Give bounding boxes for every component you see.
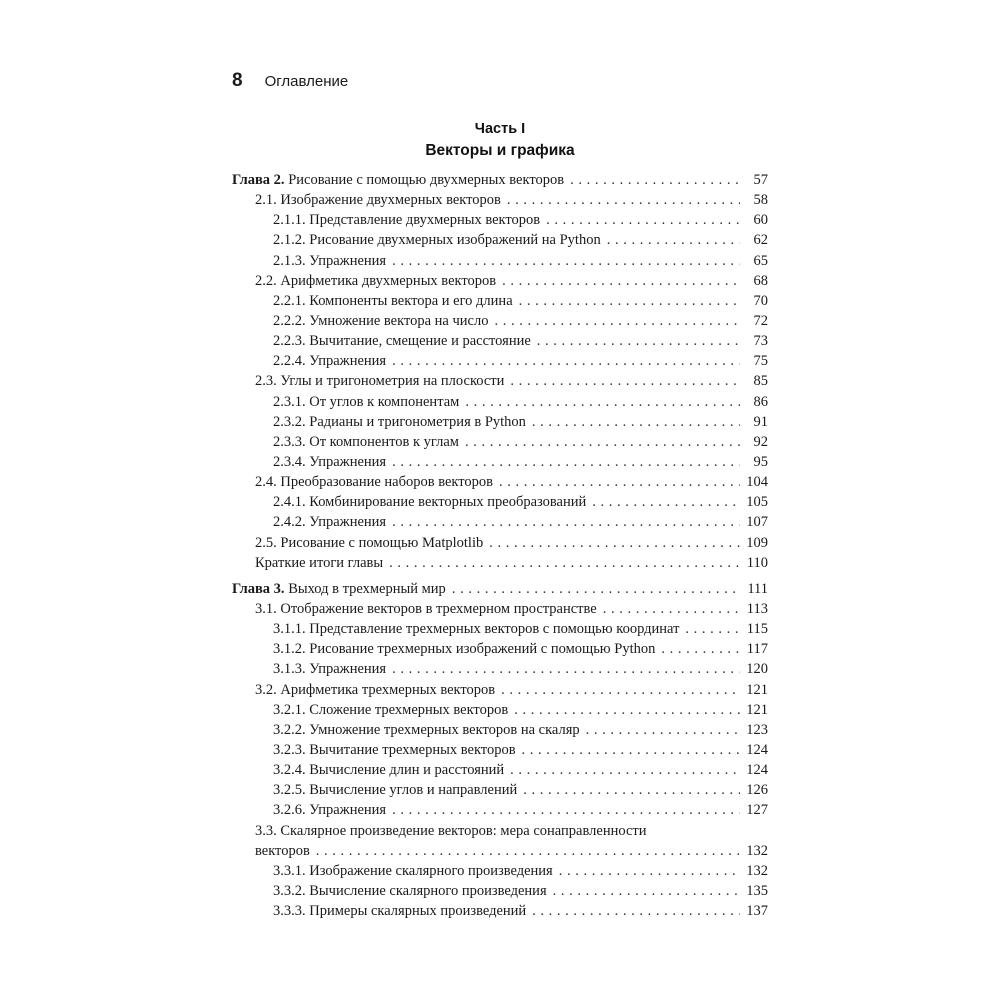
toc-entry-text	[273, 412, 526, 432]
dot-leader	[507, 190, 740, 210]
toc-entry-title: Вычисление углов и направлений	[309, 782, 518, 799]
toc-entry-text	[273, 210, 540, 230]
toc-entry-text	[273, 432, 459, 452]
dot-leader	[603, 599, 740, 619]
toc-entry-text	[273, 311, 488, 331]
toc-entry-number: 2.2.2.	[273, 312, 306, 329]
toc-entry[interactable]	[232, 881, 768, 901]
toc-entry-title: Упражнения	[309, 802, 387, 819]
toc-entry-text	[255, 371, 504, 391]
toc-entry-page: 109	[746, 534, 768, 551]
toc-entry[interactable]	[232, 512, 768, 532]
toc-entry-text	[255, 680, 495, 700]
toc-entry-number: 3.3.1.	[273, 862, 306, 879]
toc-entry-title: Упражнения	[309, 353, 387, 370]
toc-entry-number: 3.2.5.	[273, 782, 306, 799]
dot-leader	[489, 533, 740, 553]
toc-entry-title: Преобразование наборов векторов	[280, 474, 493, 491]
toc-entry-page: 72	[753, 312, 768, 329]
toc-entry-text	[273, 760, 504, 780]
toc-entry-page: 113	[746, 600, 768, 617]
toc-entry-text	[273, 512, 386, 532]
toc-entry[interactable]	[232, 841, 768, 861]
toc-entry-title: Представление трехмерных векторов с помощью координат	[309, 621, 680, 638]
toc-entry-title: Упражнения	[309, 514, 387, 531]
toc-entry-number: 2.3.	[255, 373, 277, 390]
toc-entry-page: 120	[746, 661, 768, 678]
toc-entry-number: 2.2.4.	[273, 353, 306, 370]
toc-entry-title: Упражнения	[309, 453, 387, 470]
toc-entry-page: 107	[746, 514, 768, 531]
toc-entry-text	[273, 331, 531, 351]
toc-entry-text	[273, 351, 386, 371]
toc-entry-title: Умножение трехмерных векторов на скаляр	[309, 721, 580, 738]
toc-entry[interactable]	[232, 579, 768, 599]
toc-entry-page: 58	[753, 192, 768, 209]
toc-entry-page: 123	[746, 721, 768, 738]
toc-entry-number: 3.1.	[255, 600, 277, 617]
dot-leader	[532, 901, 740, 921]
toc-entry-text	[232, 170, 564, 190]
toc-entry-title: Вычитание трехмерных векторов	[309, 741, 516, 758]
toc-entry[interactable]	[232, 432, 768, 452]
dot-leader	[514, 700, 740, 720]
toc-entry-page: 92	[753, 433, 768, 450]
toc-entry-title: Краткие итоги главы	[255, 554, 384, 571]
dot-leader	[452, 579, 740, 599]
toc-entry-text	[255, 271, 496, 291]
toc-entry-text	[255, 599, 597, 619]
toc-entry-title: Углы и тригонометрия на плоскости	[280, 373, 505, 390]
toc-entry-text	[255, 821, 646, 841]
toc-entry[interactable]	[232, 291, 768, 311]
toc-entry[interactable]	[232, 190, 768, 210]
toc-entry[interactable]	[232, 412, 768, 432]
toc-entry-page: 132	[746, 862, 768, 879]
toc-entry[interactable]	[232, 639, 768, 659]
toc-entry[interactable]	[232, 599, 768, 619]
toc-entry-page: 68	[753, 272, 768, 289]
dot-leader	[392, 251, 740, 271]
dot-leader	[532, 412, 740, 432]
dot-leader	[510, 371, 740, 391]
part-label: Часть I	[474, 121, 526, 137]
toc-entry-text	[273, 901, 526, 921]
toc-entry-page: 137	[746, 903, 768, 920]
toc-entry-number: 3.1.3.	[273, 661, 306, 678]
toc-entry-number: 2.1.3.	[273, 252, 306, 269]
toc-entry-text	[273, 800, 386, 820]
toc-entry-title: Рисование с помощью двухмерных векторов	[288, 172, 565, 188]
toc-entry[interactable]	[232, 659, 768, 679]
dot-leader	[607, 230, 740, 250]
toc-entry-title: От углов к компонентам	[309, 393, 460, 410]
toc-entry-text	[273, 230, 601, 250]
toc-entry[interactable]	[232, 170, 768, 190]
dot-leader	[510, 760, 740, 780]
toc-entry-page: 117	[746, 641, 768, 658]
part-heading	[230, 119, 770, 162]
toc-entry-number: Глава 2.	[232, 172, 285, 188]
dot-leader	[392, 800, 740, 820]
toc-entry[interactable]	[232, 740, 768, 760]
dot-leader	[586, 720, 740, 740]
toc-entry-number: 2.1.2.	[273, 232, 306, 249]
toc-entry[interactable]	[232, 680, 768, 700]
toc-entry-title: векторов	[255, 842, 310, 859]
toc-entry-number: 2.4.2.	[273, 514, 306, 531]
dot-leader	[519, 291, 740, 311]
toc-entry-text	[255, 472, 493, 492]
running-head	[232, 70, 348, 98]
toc-entry-page: 95	[753, 453, 768, 470]
toc-entry-text	[273, 392, 459, 412]
toc-entry[interactable]	[232, 700, 768, 720]
toc-entry[interactable]	[232, 780, 768, 800]
toc-entry-page: 70	[753, 292, 768, 309]
toc-entry-text	[255, 190, 501, 210]
toc-entry-page: 62	[753, 232, 768, 249]
toc-entry-text	[273, 619, 679, 639]
toc-entry-number: 3.2.1.	[273, 701, 306, 718]
toc-entry[interactable]	[232, 371, 768, 391]
toc-entry[interactable]	[232, 619, 768, 639]
toc-entry-number: 2.1.1.	[273, 212, 306, 229]
toc-entry-title: Сложение трехмерных векторов	[309, 701, 509, 718]
dot-leader	[465, 432, 740, 452]
toc-entry-page: 115	[746, 621, 768, 638]
toc-entry-page: 57	[753, 172, 768, 188]
dot-leader	[494, 311, 740, 331]
toc-entry-title: Умножение вектора на число	[309, 312, 489, 329]
toc-entry-title: Изображение двухмерных векторов	[280, 192, 501, 209]
toc-entry-title: Арифметика трехмерных векторов	[280, 681, 496, 698]
toc-entry-page: 75	[753, 353, 768, 370]
toc-entry-page: 121	[746, 701, 768, 718]
toc-entry-title: Упражнения	[309, 252, 387, 269]
toc-entry-number: 3.3.	[255, 822, 277, 839]
toc-entry-text	[273, 659, 386, 679]
toc-entry-page: 91	[753, 413, 768, 430]
toc-entry-page: 132	[746, 842, 768, 859]
toc-entry-page: 60	[753, 212, 768, 229]
dot-leader	[389, 553, 740, 573]
toc-entry[interactable]	[232, 452, 768, 472]
toc-entry[interactable]	[232, 251, 768, 271]
toc-entry-number: 3.2.	[255, 681, 277, 698]
toc-entry-number: 2.4.	[255, 474, 277, 491]
dot-leader	[499, 472, 740, 492]
toc-entry-number: 2.2.3.	[273, 333, 306, 350]
toc-entry-text	[232, 579, 446, 599]
toc-entry-title: Комбинирование векторных преобразований	[309, 494, 587, 511]
toc-entry-number: 2.2.	[255, 272, 277, 289]
dot-leader	[523, 780, 740, 800]
toc-entry-page: 124	[746, 741, 768, 758]
dot-leader	[570, 170, 740, 190]
toc-entry-title: Рисование трехмерных изображений с помощью Python	[309, 641, 656, 658]
toc-entry[interactable]	[232, 392, 768, 412]
toc-entry-number: 3.1.2.	[273, 641, 306, 658]
toc-entry-title: Вычисление скалярного произведения	[309, 882, 547, 899]
dot-leader	[685, 619, 740, 639]
toc-entry-text	[273, 251, 386, 271]
toc-entry-text	[273, 452, 386, 472]
toc-entry[interactable]	[232, 271, 768, 291]
toc-entry-text	[273, 740, 516, 760]
toc-entry-text	[273, 700, 508, 720]
toc-entry-page: 121	[746, 681, 768, 698]
toc-entry-title: Вычисление длин и расстояний	[309, 762, 505, 779]
toc-entry-text	[273, 861, 553, 881]
toc-entry-number: 2.4.1.	[273, 494, 306, 511]
running-head-title: Оглавление	[264, 73, 349, 90]
dot-leader	[392, 512, 740, 532]
toc-entry-page: 105	[746, 494, 768, 511]
toc-entry-text	[255, 553, 383, 573]
toc-entry[interactable]	[232, 311, 768, 331]
toc-entry-number: 2.5.	[255, 534, 277, 551]
dot-leader	[392, 351, 740, 371]
dot-leader	[392, 659, 740, 679]
toc-entry-title: Изображение скалярного произведения	[309, 862, 553, 879]
dot-leader	[316, 841, 740, 861]
toc-entry[interactable]	[232, 351, 768, 371]
dot-leader	[522, 740, 740, 760]
toc-entry-page: 135	[746, 882, 768, 899]
toc-entry-title: Арифметика двухмерных векторов	[280, 272, 497, 289]
toc-entry-number: 3.2.6.	[273, 802, 306, 819]
toc-entry-number: 2.2.1.	[273, 292, 306, 309]
dot-leader	[465, 392, 740, 412]
toc-entry-number: 2.3.1.	[273, 393, 306, 410]
toc-entry-page: 73	[753, 333, 768, 350]
toc-entry[interactable]	[232, 760, 768, 780]
toc-entry[interactable]	[232, 230, 768, 250]
toc-entry-number: 3.1.1.	[273, 621, 306, 638]
toc-entry[interactable]	[232, 533, 768, 553]
toc-entry-page: 85	[753, 373, 768, 390]
dot-leader	[392, 452, 740, 472]
dot-leader	[501, 680, 740, 700]
toc-entry-number: 3.3.2.	[273, 882, 306, 899]
toc-entry-text	[255, 841, 310, 861]
toc-entry-title: Вычитание, смещение и расстояние	[309, 333, 531, 350]
toc-entry-title: Радианы и тригонометрия в Python	[309, 413, 526, 430]
toc-entry-number: 3.2.2.	[273, 721, 306, 738]
toc-entry-number: 3.2.3.	[273, 741, 306, 758]
toc-entry-title: Выход в трехмерный мир	[288, 580, 446, 597]
toc-entry-text	[273, 881, 547, 901]
toc-entry-title: Упражнения	[309, 661, 387, 678]
part-title: Векторы и графика	[425, 142, 575, 159]
toc-entry-text	[273, 639, 655, 659]
toc-entry-page: 111	[747, 580, 768, 597]
dot-leader	[661, 639, 740, 659]
toc-entry-page: 124	[746, 762, 768, 779]
toc-entry-number: 2.1.	[255, 192, 277, 209]
toc-entry-page: 110	[746, 554, 768, 571]
toc-entry[interactable]	[232, 472, 768, 492]
toc-entry-number: 2.3.2.	[273, 413, 306, 430]
toc-entry[interactable]	[232, 800, 768, 820]
toc-entry-title: Компоненты вектора и его длина	[309, 292, 513, 309]
toc-entry[interactable]	[232, 720, 768, 740]
toc-entry-title: От компонентов к углам	[309, 433, 459, 450]
toc-entry[interactable]	[232, 901, 768, 921]
toc-entry-number: Глава 3.	[232, 580, 285, 597]
toc-entry-page: 86	[753, 393, 768, 410]
toc-entry[interactable]	[232, 331, 768, 351]
toc-entry-text	[273, 720, 580, 740]
toc-entry-page: 127	[746, 802, 768, 819]
page-number: 8	[232, 70, 243, 91]
toc-entry[interactable]	[232, 492, 768, 512]
toc-entry-text	[273, 291, 513, 311]
dot-leader	[502, 271, 740, 291]
table-of-contents	[232, 170, 768, 921]
toc-entry-text	[255, 533, 483, 553]
toc-entry[interactable]	[232, 861, 768, 881]
toc-entry[interactable]	[232, 821, 768, 841]
toc-entry-number: 3.2.4.	[273, 762, 306, 779]
dot-leader	[546, 210, 740, 230]
toc-entry-number: 2.3.3.	[273, 433, 306, 450]
toc-entry-title: Рисование двухмерных изображений на Python	[309, 232, 601, 249]
dot-leader	[537, 331, 740, 351]
dot-leader	[592, 492, 740, 512]
toc-entry-page: 126	[746, 782, 768, 799]
toc-entry-page: 104	[746, 474, 768, 491]
toc-entry-title: Скалярное произведение векторов: мера сонаправленности	[280, 822, 647, 839]
toc-entry-title: Рисование с помощью Matplotlib	[280, 534, 484, 551]
toc-entry[interactable]	[232, 210, 768, 230]
dot-leader	[553, 881, 740, 901]
toc-entry-number: 3.3.3.	[273, 903, 306, 920]
toc-entry-number: 2.3.4.	[273, 453, 306, 470]
toc-entry-title: Отображение векторов в трехмерном пространстве	[280, 600, 597, 617]
toc-entry[interactable]	[232, 553, 768, 573]
dot-leader	[559, 861, 740, 881]
toc-entry-page: 65	[753, 252, 768, 269]
toc-entry-title: Примеры скалярных произведений	[309, 903, 527, 920]
toc-entry-text	[273, 492, 586, 512]
toc-entry-title: Представление двухмерных векторов	[309, 212, 541, 229]
toc-entry-text	[273, 780, 517, 800]
